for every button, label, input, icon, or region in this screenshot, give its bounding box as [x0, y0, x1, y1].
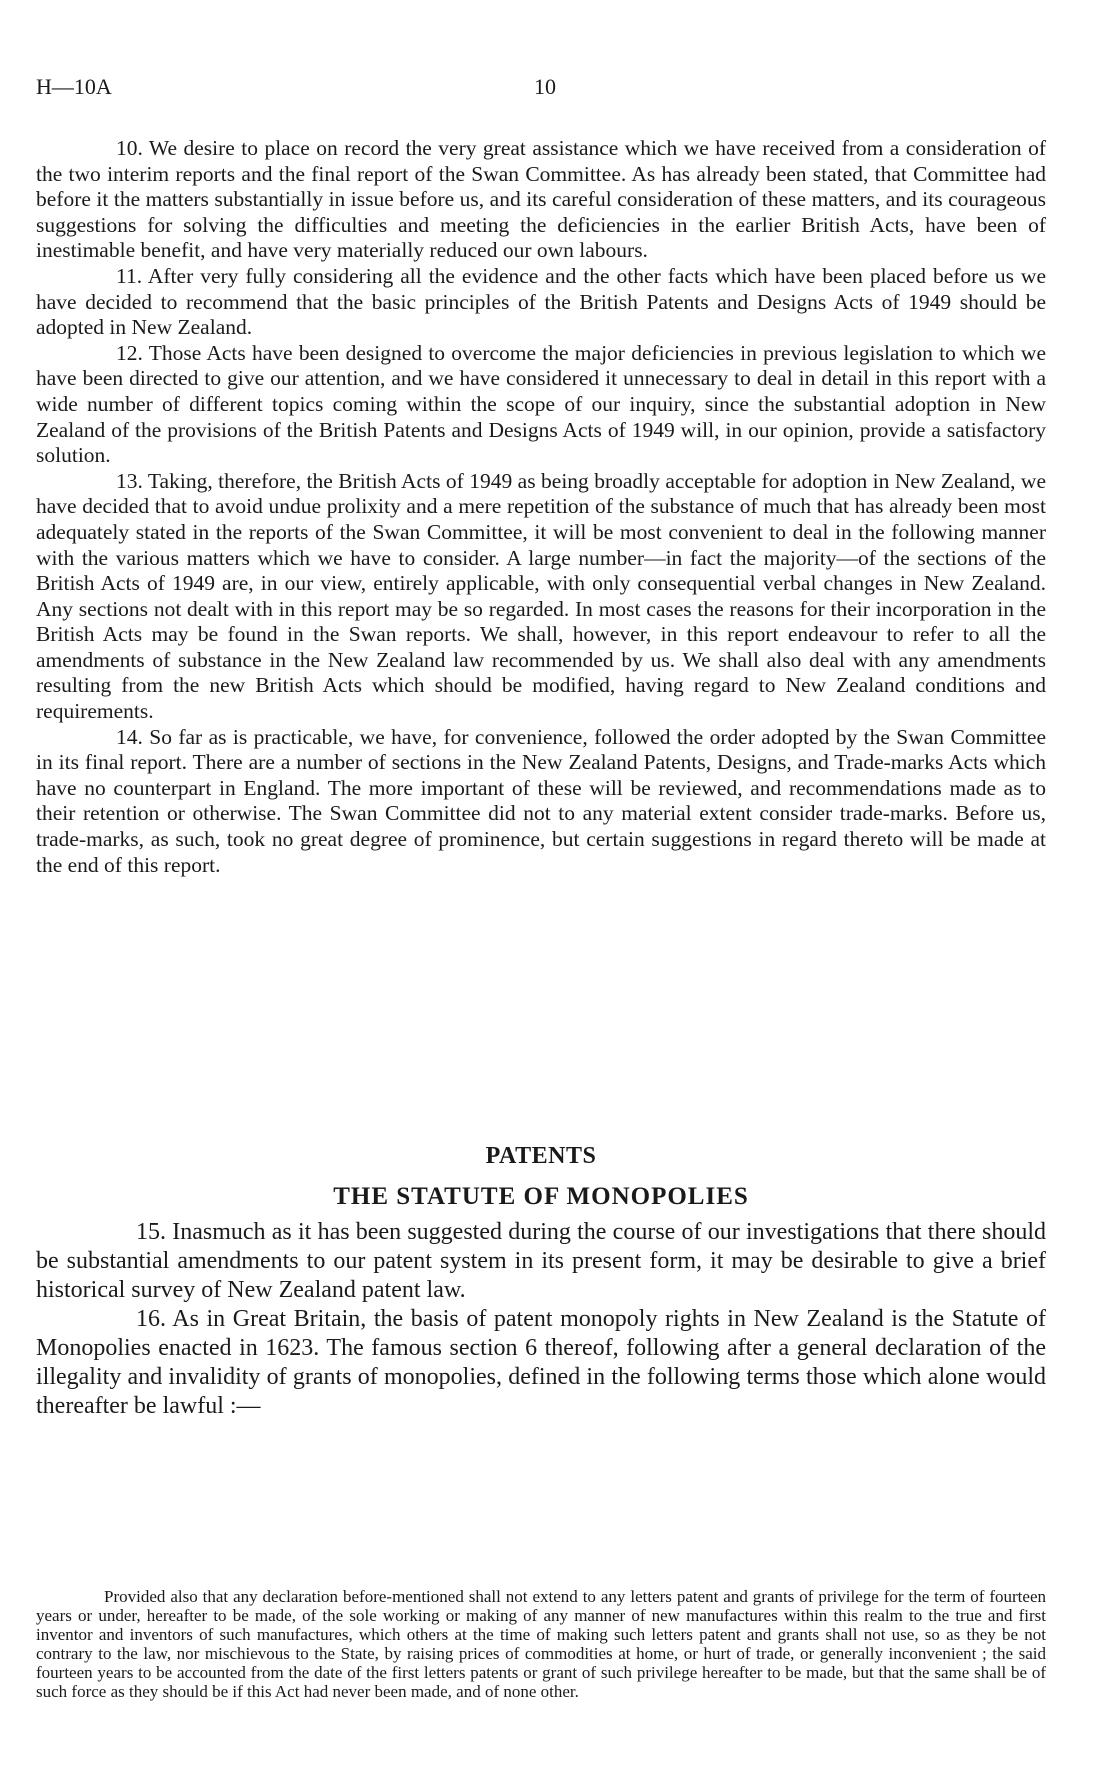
paragraph-14: 14. So far as is practicable, we have, for convenience, followed the order adopted by the Swan Committee in its final report. There are a number of sections in the New Zealand Patents, Designs, and Trade-marks Acts which have no counterpart in England. The more important of these will be reviewed, and recommendations made as to their retention or otherwise. The Swan Committee did not to any material extent consider trade-marks. Before us, trade-marks, as such, took no great degree of prominence, but certain suggestions in regard thereto will be made at the end of this report. — [36, 724, 1046, 877]
paragraph-15: 15. Inasmuch as it has been suggested during the course of our investigations that there should be substantial amendments to our patent system in its present form, it may be desirable to give a brief historical survey of New Zealand patent law. — [36, 1219, 1046, 1303]
document-reference: H—10A — [36, 74, 112, 99]
body-text-lower — [36, 1218, 1046, 1421]
page-header — [36, 74, 1046, 106]
statute-quotation: Provided also that any declaration before-mentioned shall not extend to any letters patent and grants of privilege for the term of fourteen years or under, hereafter to be made, of the sole working or making of any manner of new manufactures within this realm to the true and first inventor and inventors of such manufactures, which others at the time of making such letters patent and grants shall not use, so as they be not contrary to the law, nor mischievous to the State, by raising prices of commodities at home, or hurt of trade, or generally inconvenient ; the said fourteen years to be accounted from the date of the first letters patents or grant of such privilege hereafter to be made, but that the same shall be of such force as they should be if this Act had never been made, and of none other. — [36, 1587, 1046, 1701]
section-heading: PATENTS — [485, 1143, 597, 1169]
paragraph-12: 12. Those Acts have been designed to overcome the major deficiencies in previous legislation to which we have been directed to give our attention, and we have considered it unnecessary to deal in detail in this report with a wide number of different topics coming within the scope of our inquiry, since the substantial adoption in New Zealand of the provisions of the British Patents and Designs Acts of 1949 will, in our opinion, provide a satisfactory solution. — [36, 340, 1046, 468]
paragraph-11: 11. After very fully considering all the evidence and the other facts which have been placed before us we have decided to recommend that the basic principles of the British Patents and Designs Acts of 1949 should be adopted in New Zealand. — [36, 263, 1046, 340]
paragraph-13: 13. Taking, therefore, the British Acts of 1949 as being broadly acceptable for adoption in New Zealand, we have decided that to avoid undue prolixity and a mere repetition of the substance of much that has already been most adequately stated in the reports of the Swan Committee, it will be most convenient to deal in the following manner with the various matters which we have to consider. A large number—in fact the majority—of the sections of the British Acts of 1949 are, in our view, entirely applicable, with only consequential verbal changes in New Zealand. Any sections not dealt with in this report may be so regarded. In most cases the reasons for their incorporation in the British Acts may be found in the Swan reports. We shall, however, in this report endeavour to refer to all the amendments of substance in the New Zealand law recommended by us. We shall also deal with any amendments resulting from the new British Acts which should be modified, having regard to New Zealand conditions and requirements. — [36, 468, 1046, 724]
body-text-upper — [36, 136, 1046, 878]
page-number: 10 — [534, 74, 556, 99]
section-subheading: THE STATUTE OF MONOPOLIES — [333, 1183, 749, 1210]
paragraph-10: 10. We desire to place on record the very great assistance which we have received from a consideration of the two interim reports and the final report of the Swan Committee. As has already been stated, that Committee had before it the matters substantially in issue before us, and its careful consideration of these matters, and its courageous suggestions for solving the difficulties and meeting the deficiencies in the earlier British Acts, have been of inestimable benefit, and have very materially reduced our own labours. — [36, 136, 1046, 263]
paragraph-16: 16. As in Great Britain, the basis of patent monopoly rights in New Zealand is the Statute of Monopolies enacted in 1623. The famous section 6 thereof, following after a general declaration of the illegality and invalidity of grants of monopolies, defined in the following terms those which alone would thereafter be lawful :— — [36, 1306, 1046, 1419]
